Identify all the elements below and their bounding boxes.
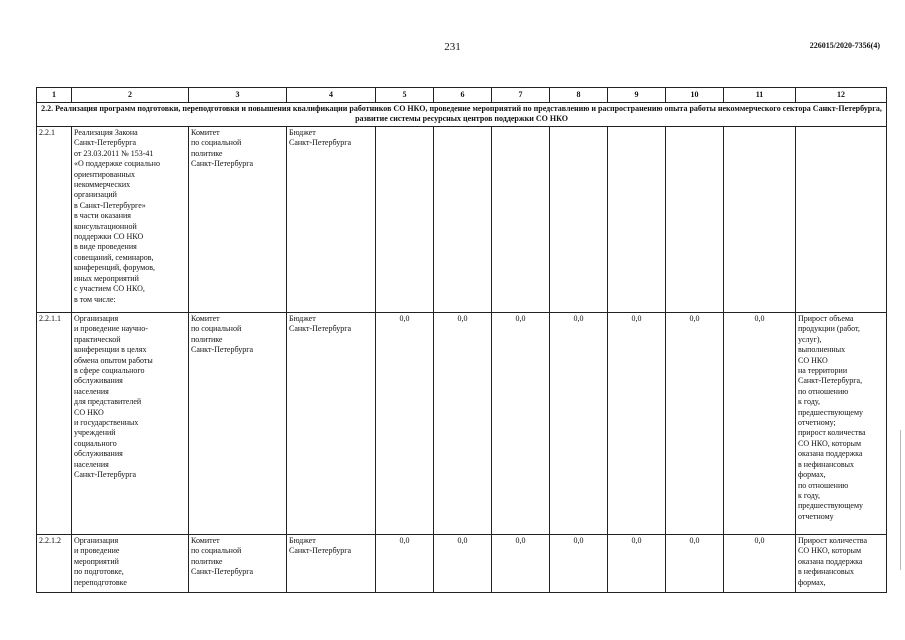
column-header: 12 <box>796 88 887 103</box>
table-row <box>37 535 887 593</box>
value-cell <box>434 127 492 313</box>
column-header: 4 <box>287 88 376 103</box>
value-cell <box>724 127 796 313</box>
value-cell: 0,0 <box>724 313 796 535</box>
value-cell: 0,0 <box>492 535 550 593</box>
activity-name: Организация и проведение научно- практической конференции в целях обмена опытом работы в сфере социального обслуживания населения для представителей СО НКО и государственных учреждений социального обслуживания населения Санкт-Петербурга <box>72 313 189 535</box>
column-header: 1 <box>37 88 72 103</box>
column-header: 9 <box>608 88 666 103</box>
column-header: 8 <box>550 88 608 103</box>
executor: Комитет по социальной политике Санкт-Петербурга <box>189 535 287 593</box>
header-row <box>37 88 887 103</box>
value-cell: 0,0 <box>550 535 608 593</box>
value-cell: 0,0 <box>376 313 434 535</box>
funding-source: Бюджет Санкт-Петербурга <box>287 535 376 593</box>
scan-artifact-line <box>900 430 901 570</box>
program-table <box>36 87 887 593</box>
value-cell: 0,0 <box>434 535 492 593</box>
expected-result <box>796 127 887 313</box>
column-header: 5 <box>376 88 434 103</box>
value-cell: 0,0 <box>550 313 608 535</box>
activity-name: Реализация Закона Санкт-Петербурга от 23.03.2011 № 153-41 «О поддержке социально ориентированных некоммерческих организаций в Санкт-Петербурге» в части оказания консультационной поддержки СО НКО в виде проведения совещаний, семинаров, конференций, форумов, иных мероприятий с участием СО НКО, в том числе: <box>72 127 189 313</box>
activity-name: Организация и проведение мероприятий по подготовке, переподготовке <box>72 535 189 593</box>
column-header: 11 <box>724 88 796 103</box>
table-row <box>37 313 887 535</box>
expected-result: Прирост количества СО НКО, которым оказана поддержка в нефинансовых формах, <box>796 535 887 593</box>
row-number: 2.2.1 <box>37 127 72 313</box>
value-cell: 0,0 <box>608 313 666 535</box>
expected-result: Прирост объема продукции (работ, услуг), выполненных СО НКО на территории Санкт-Петербурга, по отношению к году, предшествующему отчетному; прирост количества СО НКО, которым оказана поддержка в нефинансовых формах, по отношению к году, предшествующему отчетному <box>796 313 887 535</box>
executor: Комитет по социальной политике Санкт-Петербурга <box>189 313 287 535</box>
executor: Комитет по социальной политике Санкт-Петербурга <box>189 127 287 313</box>
funding-source: Бюджет Санкт-Петербурга <box>287 313 376 535</box>
row-number: 2.2.1.2 <box>37 535 72 593</box>
value-cell <box>550 127 608 313</box>
row-number: 2.2.1.1 <box>37 313 72 535</box>
value-cell: 0,0 <box>724 535 796 593</box>
table-row <box>37 127 887 313</box>
funding-source: Бюджет Санкт-Петербурга <box>287 127 376 313</box>
value-cell: 0,0 <box>434 313 492 535</box>
column-header: 10 <box>666 88 724 103</box>
value-cell: 0,0 <box>376 535 434 593</box>
document-code: 226015/2020-7356(4) <box>809 41 880 50</box>
column-header: 6 <box>434 88 492 103</box>
value-cell: 0,0 <box>492 313 550 535</box>
column-header: 7 <box>492 88 550 103</box>
value-cell: 0,0 <box>666 313 724 535</box>
value-cell <box>492 127 550 313</box>
value-cell: 0,0 <box>608 535 666 593</box>
value-cell <box>376 127 434 313</box>
value-cell <box>608 127 666 313</box>
section-row <box>37 103 887 127</box>
column-header: 2 <box>72 88 189 103</box>
value-cell <box>666 127 724 313</box>
column-header: 3 <box>189 88 287 103</box>
section-title: 2.2. Реализация программ подготовки, переподготовки и повышения квалификации работников СО НКО, проведение мероприятий по представлению и распространению опыта работы некоммерческого сектора Санкт-Петербурга, развитие системы ресурсных центров поддержки СО НКО <box>37 103 887 127</box>
value-cell: 0,0 <box>666 535 724 593</box>
page-number: 231 <box>444 41 461 53</box>
